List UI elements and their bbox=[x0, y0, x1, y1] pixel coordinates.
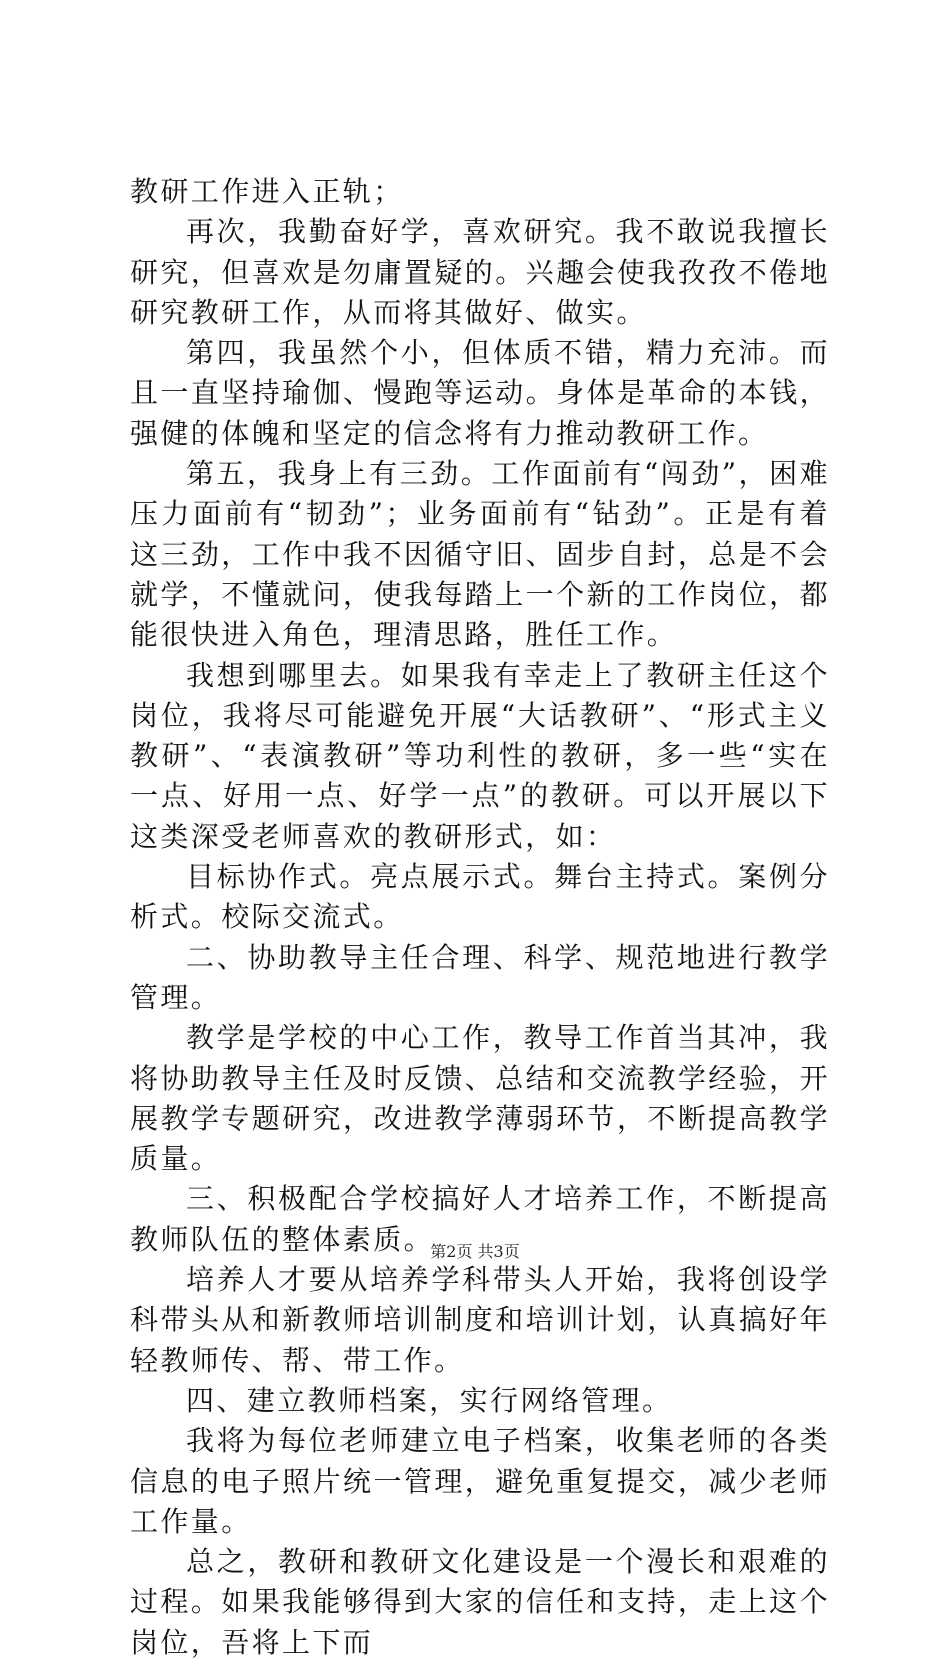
paragraph: 我将为每位老师建立电子档案，收集老师的各类信息的电子照片统一管理，避免重复提交，减少老师工作量。 bbox=[130, 1424, 830, 1538]
paragraph: 第五，我身上有三劲。工作面前有“闯劲”，困难压力面前有“韧劲”；业务面前有“钻劲”。正是有着这三劲，工作中我不因循守旧、固步自封，总是不会就学，不懂就问，使我每踏上一个新的工作岗位，都能很快进入角色，理清思路，胜任工作。 bbox=[130, 457, 830, 652]
section-heading: 二、协助教导主任合理、科学、规范地进行教学管理。 bbox=[130, 940, 830, 1014]
paragraph: 培养人才要从培养学科带头人开始，我将创设学科带头从和新教师培训制度和培训计划，认真搞好年轻教师传、帮、带工作。 bbox=[130, 1263, 830, 1377]
section-heading: 三、积极配合学校搞好人才培养工作，不断提高教师队伍的整体素质。 bbox=[130, 1182, 830, 1256]
page-number-footer: 第2页 共3页 bbox=[430, 1242, 520, 1261]
paragraph: 教研工作进入正轨； bbox=[130, 175, 404, 208]
paragraph: 我想到哪里去。如果我有幸走上了教研主任这个岗位，我将尽可能避免开展“大话教研”、“形式主义教研”、“表演教研”等功利性的教研，多一些“实在一点、好用一点、好学一点”的教研。可以开展以下这类深受老师喜欢的教研形式，如： bbox=[130, 658, 830, 853]
paragraph: 总之，教研和教研文化建设是一个漫长和艰难的过程。如果我能够得到大家的信任和支持，走上这个岗位，吾将上下而 bbox=[130, 1545, 830, 1659]
paragraph: 第四，我虽然个小，但体质不错，精力充沛。而且一直坚持瑜伽、慢跑等运动。身体是革命的本钱，强健的体魄和坚定的信念将有力推动教研工作。 bbox=[130, 336, 830, 450]
paragraph: 再次，我勤奋好学，喜欢研究。我不敢说我擅长研究，但喜欢是勿庸置疑的。兴趣会使我孜孜不倦地研究教研工作，从而将其做好、做实。 bbox=[130, 215, 830, 329]
section-heading: 四、建立教师档案，实行网络管理。 bbox=[186, 1383, 673, 1417]
paragraph: 目标协作式。亮点展示式。舞台主持式。案例分析式。校际交流式。 bbox=[130, 860, 830, 934]
document-body bbox=[130, 172, 830, 1663]
paragraph: 教学是学校的中心工作，教导工作首当其冲，我将协助教导主任及时反馈、总结和交流教学经验，开展教学专题研究，改进教学薄弱环节，不断提高教学质量。 bbox=[130, 1021, 830, 1176]
